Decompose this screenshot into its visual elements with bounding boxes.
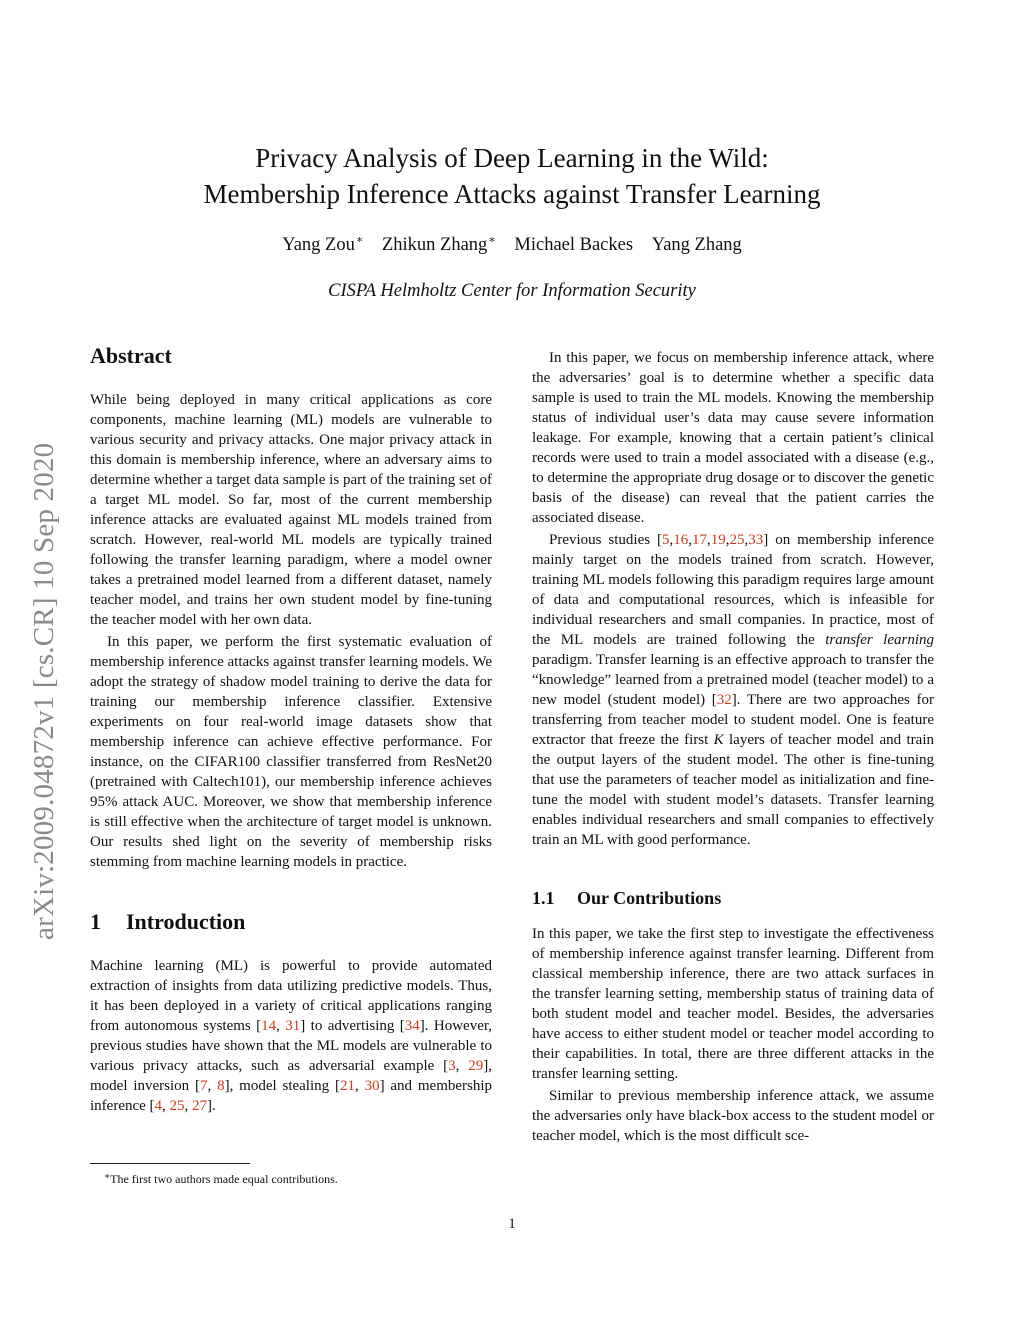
right-paragraph-3: In this paper, we take the first step to investigate the effectiveness of membership inference against transfer learning. Different from classical membership inference, there are two attack surfaces in the transfer learning setting, membership status of training data of both student model and teacher model. Besides, the adversaries have access to either student model or teacher model according to their capabilities. In total, there are three different attacks in the transfer learning setting. (532, 926, 934, 1082)
author (382, 235, 496, 255)
author (282, 235, 363, 255)
text-run: ]. However, previous studies have shown that the ML models are vulnerable to various privacy attacks, such as adversarial example [ (90, 1018, 493, 1074)
citation-link[interactable]: 16 (673, 532, 689, 548)
page-number: 1 (508, 1216, 516, 1232)
author-list (60, 233, 964, 256)
text-run: Previous studies [ (549, 532, 663, 548)
title-line-1: Privacy Analysis of Deep Learning in the Wild: (255, 143, 769, 173)
text-run: , (162, 1098, 170, 1114)
author-name: Yang Zou (282, 235, 355, 255)
right-paragraph-4: Similar to previous membership inference attack, we assume the adversaries only have black-box access to the student model or teacher model, which is the most difficult sce- (532, 1088, 934, 1144)
citation-link[interactable]: 29 (468, 1058, 484, 1074)
citation-link[interactable]: 21 (339, 1078, 355, 1094)
author-mark: ∗ (488, 234, 496, 246)
emphasis-term: transfer learning (825, 632, 934, 648)
text-run: , (669, 532, 674, 548)
abstract-paragraph-2: In this paper, we perform the first systematic evaluation of membership inference attacks against transfer learning models. We adopt the strategy of shadow model training to derive the data for training our membership inference classifier. Extensive experiments on four real-world image datasets show that membership inference can achieve effective performance. For instance, on the CIFAR100 classifier transferred from ResNet20 (pretrained with Caltech101), our membership inference achieves 95% attack AUC. Moreover, we show that membership inference is still effective when the architecture of target model is unknown. Our results shed light on the severity of membership risks stemming from machine learning models in practice. (90, 634, 492, 870)
citation-link[interactable]: 5 (662, 532, 670, 548)
text-run: , (276, 1018, 286, 1034)
citation-link[interactable]: 31 (285, 1018, 301, 1034)
author-mark: ∗ (355, 234, 364, 246)
title-line-2: Membership Inference Attacks against Transfer Learning (203, 179, 821, 209)
contributions-heading (532, 886, 934, 910)
abstract-paragraph-1: While being deployed in many critical applications as core components, machine learning (ML) models are vulnerable to various security and privacy attacks. One major privacy attack in this domain is membership inference, where an adversary aims to determine whether a target data sample is part of the training set of a target ML model. So far, most of the current membership inference attacks are evaluated against ML models trained from scratch. However, real-world ML models are typically trained following the transfer learning paradigm, where a model owner takes a pretrained model learned from a different dataset, namely teacher model, and trains her own student model by fine-tuning the teacher model with her own data. (90, 392, 492, 628)
citation-link[interactable]: 34 (404, 1018, 420, 1034)
right-paragraph-1: In this paper, we focus on membership inference attack, where the adversaries’ goal is to determine whether a specific data sample is used to train the ML models. Knowing the membership status of individual user’s data may cause severe information leakage. For example, knowing that a certain patient’s clinical records were used to train a model associated with a disease (e.g., to determine the appropriate drug dosage or to discover the genetic basis of the disease) can reveal that the patient carries the associated disease. (532, 350, 934, 526)
author-name: Michael Backes (514, 235, 634, 255)
citation-link[interactable]: 27 (192, 1098, 208, 1114)
citation-link[interactable]: 33 (748, 532, 764, 548)
affiliation: CISPA Helmholtz Center for Information Security (328, 281, 696, 301)
text-run: , (455, 1058, 469, 1074)
citation-link[interactable]: 17 (692, 532, 708, 548)
arxiv-id-text: arXiv:2009.04872v1 [cs.CR] 10 Sep 2020 (28, 442, 60, 940)
citation-link[interactable]: 4 (154, 1098, 163, 1114)
text-run: , (744, 532, 749, 548)
text-run: layers of teacher model and train the output layers of the student model. The other is fine-tuning that use the parameters of teacher model as initialization and fine-tune the model with student model’s datasets. Transfer learning enables individual researchers and small companies to effectively train an ML with good performance. (532, 732, 934, 848)
citation-link[interactable]: 7 (199, 1078, 208, 1094)
citation-link[interactable]: 32 (716, 692, 732, 708)
citation-link[interactable]: 3 (448, 1058, 456, 1074)
text-run: ]. (207, 1098, 216, 1114)
footnote-text: The first two authors made equal contributions. (110, 1172, 338, 1186)
subsection-title: Our Contributions (577, 888, 722, 908)
introduction-paragraph (90, 956, 492, 1116)
text-run: ] and membership inference [ (90, 1078, 493, 1114)
left-column (90, 342, 492, 1116)
text-run: , (354, 1078, 365, 1094)
citation-link[interactable]: 19 (710, 532, 726, 548)
author (514, 235, 633, 255)
citation-link[interactable]: 25 (169, 1098, 185, 1114)
arxiv-identifier-stamp (28, 355, 68, 940)
citation-link[interactable]: 30 (364, 1078, 380, 1094)
introduction-heading (90, 908, 492, 936)
footnote-mark: ∗ (104, 1171, 111, 1181)
text-run: ], model stealing [ (224, 1078, 340, 1094)
text-run: , (207, 1078, 218, 1094)
author (652, 235, 742, 255)
citation-link[interactable]: 8 (217, 1078, 225, 1094)
text-run: , (688, 532, 693, 548)
right-column (532, 348, 934, 1146)
abstract-heading: Abstract (90, 343, 172, 368)
text-run: Machine learning (ML) is powerful to provide automated extraction of insights from data utilizing predictive models. Thus, it has been deployed in a variety of critical applications ranging from autonomous systems [ (90, 958, 492, 1034)
footnote (104, 1168, 338, 1187)
section-number: 1 (90, 909, 101, 934)
text-run: , (707, 532, 711, 548)
text-run: paradigm. Transfer learning is an effective approach to transfer the “knowledge” learned from a pretrained model (teacher model) to a new model (student model) [ (532, 652, 934, 708)
text-run: , (184, 1098, 193, 1114)
footnote-rule (90, 1163, 250, 1164)
text-run: , (725, 532, 730, 548)
text-run: ] to advertising [ (300, 1018, 405, 1034)
citation-link[interactable]: 25 (729, 532, 745, 548)
math-variable: K (713, 732, 724, 748)
section-title: Introduction (126, 909, 246, 934)
text-run: ]. There are two approaches for transferring from teacher model to student model. One is feature extractor that freeze the first (532, 692, 934, 748)
citation-link[interactable]: 14 (261, 1018, 277, 1034)
author-name: Zhikun Zhang (381, 235, 488, 255)
text-run: ], model inversion [ (90, 1058, 492, 1094)
right-paragraph-2 (532, 530, 934, 850)
text-run: ] on membership inference mainly target on the models trained from scratch. However, training ML models following this paradigm requires large amount of data and computational resources, which is infeasible for individual researchers and small companies. In practice, most of the ML models are trained following the (532, 532, 934, 648)
subsection-number: 1.1 (532, 888, 555, 908)
author-name: Yang Zhang (651, 235, 742, 255)
paper-title (60, 140, 964, 212)
